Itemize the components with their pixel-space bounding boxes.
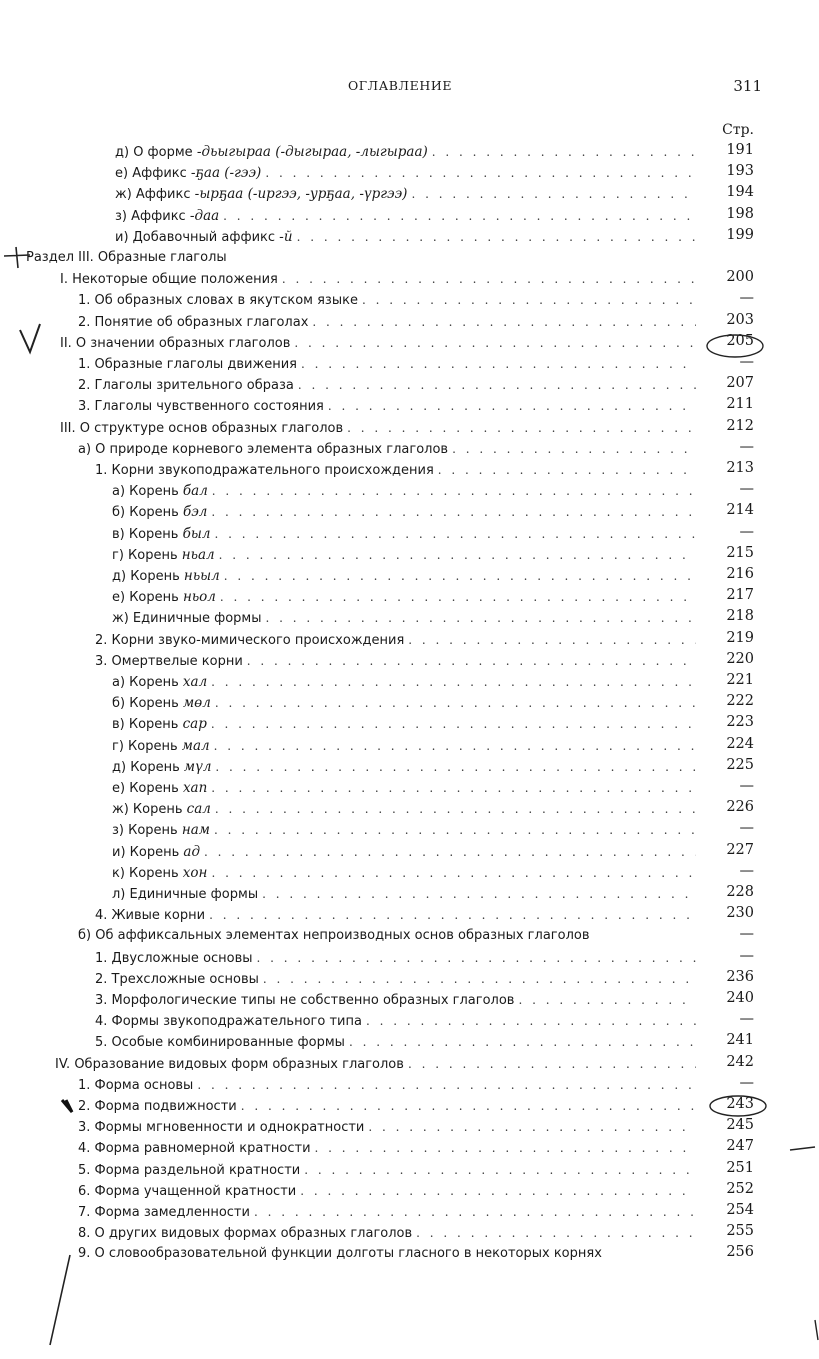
toc-leader-dots [328, 396, 696, 416]
toc-entry-label: д) Корень ньыл [112, 568, 220, 584]
toc-entry [112, 608, 700, 628]
toc-page-number: 217 [726, 587, 754, 604]
toc-entry-label: г) Корень ньал [112, 546, 215, 563]
toc-leader-dots [215, 757, 696, 777]
toc-entry-label: Раздел III. Образные глаголы [26, 250, 227, 265]
toc-entry-label: б) Об аффиксальных элементах непроизводных основ образных глаголов [78, 928, 590, 944]
toc-page-number: 199 [726, 226, 754, 243]
toc-entry-label: е) Корень ньол [112, 589, 216, 606]
toc-entry [115, 184, 700, 204]
toc-entry-label: л) Единичные формы [112, 887, 259, 902]
toc-entry [112, 884, 700, 904]
toc-entry-label: а) Корень бал [112, 483, 208, 500]
toc-page-number: 216 [726, 566, 754, 582]
toc-entry [78, 439, 700, 459]
toc-entry [26, 248, 700, 268]
toc-entry [112, 481, 700, 501]
toc-leader-dots [408, 1054, 696, 1074]
toc-entry-label: б) Корень мөл [112, 695, 211, 712]
toc-page-number: 198 [726, 205, 754, 222]
toc-entry [112, 757, 700, 777]
toc-entry-label: II. О значении образных глаголов [60, 335, 291, 351]
toc-entry [78, 290, 700, 310]
toc-entry [95, 1011, 700, 1031]
toc-page-number: 214 [726, 502, 754, 519]
toc-entry [112, 778, 700, 798]
toc-entry [115, 163, 700, 183]
toc-page-number: 220 [726, 650, 754, 667]
toc-page-number: 213 [726, 460, 754, 476]
toc-entry [60, 418, 700, 438]
toc-page-number: 256 [726, 1244, 754, 1261]
toc-leader-dots [211, 863, 696, 883]
toc-page-number: 222 [726, 693, 754, 710]
toc-entry-label: 3. Омертвелые корни [95, 653, 243, 669]
toc-leader-dots [197, 1075, 696, 1095]
toc-page-number: 219 [726, 629, 754, 646]
toc-page-number: 221 [726, 672, 754, 688]
toc-leader-dots [212, 481, 696, 501]
toc-leader-dots [257, 948, 696, 968]
toc-leader-dots [518, 990, 696, 1010]
toc-entry-label: и) Добавочный аффикс -й [115, 228, 293, 245]
toc-entry-label: I. Некоторые общие положения [60, 272, 278, 288]
toc-page-number: 191 [726, 142, 754, 158]
toc-entry [112, 672, 700, 692]
toc-entry-label: е) Корень хап [112, 780, 208, 796]
toc-page-number: — [739, 926, 754, 943]
toc-entry [78, 1138, 700, 1158]
toc-leader-dots [349, 1032, 696, 1052]
toc-page-number: 226 [726, 799, 754, 816]
toc-page-number: 225 [726, 756, 754, 773]
toc-entry [95, 460, 700, 480]
toc-entry-label: 7. Форма замедленности [78, 1205, 250, 1220]
toc-leader-dots [254, 1202, 696, 1222]
toc-leader-dots [300, 1181, 696, 1201]
toc-entry [112, 693, 700, 713]
toc-page-number: 203 [726, 311, 754, 328]
toc-leader-dots [304, 1160, 696, 1180]
toc-leader-dots [219, 545, 696, 565]
toc-entry-label: и) Корень ад [112, 843, 200, 860]
toc-leader-dots [452, 439, 696, 459]
toc-entry-label: а) О природе корневого элемента образных глаголов [78, 441, 449, 457]
toc-entry-label: 4. Формы звукоподражательного типа [95, 1014, 362, 1030]
toc-entry-label: 2. Понятие об образных глаголах [78, 314, 309, 330]
toc-page-number: 247 [726, 1138, 754, 1155]
toc-page-number: 207 [726, 375, 754, 392]
toc-page-number: — [739, 820, 754, 837]
page-number: 311 [733, 77, 762, 95]
toc-entry [78, 926, 700, 946]
toc-leader-dots [265, 608, 696, 628]
toc-leader-dots [211, 714, 696, 734]
toc-entry [112, 842, 700, 862]
toc-entry-label: 5. Особые комбинированные формы [95, 1035, 345, 1051]
toc-entry [115, 227, 700, 247]
toc-entry-label: 5. Форма раздельной кратности [78, 1162, 301, 1178]
toc-leader-dots [215, 799, 696, 819]
toc-entry-label: IV. Образование видовых форм образных глаголов [55, 1056, 404, 1072]
toc-page-number: — [739, 947, 754, 964]
toc-entry [78, 1223, 700, 1243]
toc-entry [95, 948, 700, 968]
toc-page-number: — [739, 438, 754, 455]
toc-entry [112, 566, 700, 586]
toc-page-number: — [739, 481, 754, 498]
pen-arrow-mark [62, 1100, 72, 1112]
toc-entry-label: к) Корень хон [112, 864, 208, 881]
toc-page-number: 252 [726, 1180, 754, 1197]
toc-entry [112, 587, 700, 607]
toc-entry [78, 1181, 700, 1201]
toc-entry [95, 651, 700, 671]
toc-entry-label: 2. Корни звуко-мимического происхождения [95, 632, 405, 648]
toc-entry [78, 1117, 700, 1137]
toc-entry-label: 1. Корни звукоподражательного происхождения [95, 463, 434, 478]
toc-page-number: 242 [726, 1053, 754, 1070]
toc-leader-dots [362, 290, 696, 310]
toc-entry-label: 3. Морфологические типы не собственно образных глаголов [95, 993, 515, 1008]
toc-entry-label: ж) Аффикс -ырҕаа (-иргээ, -урҕаа, -үргээ) [115, 186, 408, 203]
toc-page-number: 241 [726, 1032, 754, 1049]
toc-leader-dots [411, 184, 696, 204]
toc-leader-dots [263, 969, 696, 989]
toc-entry-label: 1. Об образных словах в якутском языке [78, 293, 358, 309]
toc-page-number: — [739, 1011, 754, 1028]
toc-entry-label: з) Корень нам [112, 822, 210, 839]
toc-leader-dots [241, 1096, 696, 1116]
toc-entry [112, 524, 700, 544]
pen-long-stroke [50, 1255, 70, 1345]
toc-page-number: 224 [726, 735, 754, 752]
toc-entry [60, 269, 700, 289]
toc-entry [78, 354, 700, 374]
toc-leader-dots [301, 354, 696, 374]
toc-entry-label: 2. Трехсложные основы [95, 971, 259, 987]
toc-entry [78, 1202, 700, 1222]
toc-entry [115, 206, 700, 226]
toc-page-number: — [739, 290, 754, 307]
toc-entry-label: ж) Единичные формы [112, 611, 262, 627]
page-column-label: Стр. [722, 122, 754, 138]
toc-entry-label: 2. Форма подвижности [78, 1099, 237, 1114]
toc-leader-dots [247, 651, 696, 671]
toc-entry-label: б) Корень бэл [112, 504, 208, 521]
page-title: ОГЛАВЛЕНИЕ [347, 78, 453, 93]
toc-page-number: 236 [726, 968, 754, 985]
toc-entry-label: 6. Форма учащенной кратности [78, 1183, 297, 1199]
toc-entry [112, 863, 700, 883]
toc-entry-label: ж) Корень сал [112, 801, 211, 818]
toc-leader-dots [265, 163, 696, 183]
toc-entry [60, 333, 700, 353]
toc-leader-dots [298, 375, 696, 395]
toc-entry [112, 714, 700, 734]
toc-entry [78, 1075, 700, 1095]
toc-entry [78, 1160, 700, 1180]
toc-leader-dots [211, 778, 696, 798]
toc-page-number: 218 [726, 608, 754, 625]
toc-entry [55, 1054, 700, 1074]
toc-leader-dots [432, 142, 696, 162]
toc-entry [95, 630, 700, 650]
toc-leader-dots [408, 630, 696, 650]
toc-page-number: 193 [726, 163, 754, 180]
toc-entry-label: в) Корень сар [112, 716, 207, 733]
toc-page-number: — [739, 778, 754, 794]
toc-entry-label: а) Корень хал [112, 674, 208, 690]
pen-edge-stroke-2 [815, 1320, 818, 1340]
toc-page-number: — [739, 862, 754, 879]
toc-leader-dots [297, 227, 696, 247]
pen-edge-stroke [790, 1147, 815, 1150]
toc-entry-label: е) Аффикс -ҕаа (-гээ) [115, 165, 262, 182]
toc-entry [95, 905, 700, 925]
toc-entry-label: 1. Двусложные основы [95, 950, 253, 966]
toc-entry [95, 990, 700, 1010]
toc-entry-label: 1. Форма основы [78, 1077, 194, 1093]
toc-page-number: 227 [726, 841, 754, 858]
toc-page-number: 200 [726, 269, 754, 286]
toc-page-number: 245 [726, 1117, 754, 1134]
toc-leader-dots [438, 460, 696, 480]
toc-leader-dots [315, 1138, 696, 1158]
toc-leader-dots [214, 736, 696, 756]
toc-leader-dots [223, 206, 696, 226]
toc-entry-label: д) О форме -дьыгыраа (-дыгыраа, -лыгыраа) [115, 144, 428, 160]
toc-entry [78, 1244, 700, 1264]
toc-entry-label: 4. Форма равномерной кратности [78, 1141, 311, 1157]
toc-entry [112, 736, 700, 756]
toc-entry-label: в) Корень был [112, 525, 211, 542]
toc-leader-dots [214, 820, 696, 840]
toc-leader-dots [224, 566, 696, 586]
toc-entry-label: 1. Образные глаголы движения [78, 357, 297, 372]
toc-leader-dots [211, 672, 696, 692]
toc-leader-dots [220, 587, 696, 607]
toc-leader-dots [204, 842, 696, 862]
toc-entry [112, 820, 700, 840]
toc-entry [78, 1096, 700, 1116]
toc-leader-dots [211, 502, 696, 522]
toc-leader-dots [416, 1223, 696, 1243]
toc-entry-label: 4. Живые корни [95, 908, 206, 924]
toc-entry [78, 375, 700, 395]
toc-page-number: 255 [726, 1223, 754, 1240]
toc-page-number: 212 [726, 417, 754, 434]
toc-entry [112, 502, 700, 522]
toc-entry-label: 3. Глаголы чувственного состояния [78, 399, 324, 415]
toc-leader-dots [312, 312, 696, 332]
toc-entry [95, 969, 700, 989]
pen-check-mark [20, 324, 40, 352]
toc-entry-label: 3. Формы мгновенности и однократности [78, 1120, 365, 1136]
toc-page-number: — [739, 354, 754, 370]
toc-leader-dots [366, 1011, 696, 1031]
toc-entry [115, 142, 700, 162]
toc-page-number: 254 [726, 1202, 754, 1218]
toc-entry [112, 799, 700, 819]
toc-page-number: — [739, 523, 754, 540]
toc-entry [112, 545, 700, 565]
toc-entry-label: 9. О словообразовательной функции долготы гласного в некоторых корнях [78, 1246, 602, 1262]
toc-entry-label: 8. О других видовых формах образных глаголов [78, 1226, 413, 1242]
toc-page-number: 230 [726, 905, 754, 922]
toc-entry [78, 396, 700, 416]
toc-entry-label: г) Корень мал [112, 737, 210, 754]
toc-leader-dots [347, 418, 696, 438]
toc-entry [78, 312, 700, 332]
toc-leader-dots [215, 693, 696, 713]
toc-leader-dots [368, 1117, 696, 1137]
toc-page-number: 215 [726, 544, 754, 561]
toc-leader-dots [282, 269, 696, 289]
toc-page-number: 243 [726, 1096, 754, 1112]
toc-entry [95, 1032, 700, 1052]
toc-page-number: 228 [726, 884, 754, 900]
toc-page-number: 251 [726, 1159, 754, 1176]
toc-leader-dots [294, 333, 696, 353]
toc-entry-label: з) Аффикс -даа [115, 207, 220, 224]
toc-entry-label: 2. Глаголы зрительного образа [78, 378, 294, 394]
toc-leader-dots [209, 905, 696, 925]
toc-page-number: — [739, 1074, 754, 1091]
toc-entry-label: д) Корень мүл [112, 758, 212, 775]
toc-page-number: 194 [726, 184, 754, 201]
toc-page-number: 223 [726, 714, 754, 731]
toc-leader-dots [214, 524, 696, 544]
toc-leader-dots [262, 884, 696, 904]
toc-entry-label: III. О структуре основ образных глаголов [60, 420, 344, 436]
toc-page-number: 211 [726, 396, 754, 413]
toc-page-number: 205 [726, 332, 754, 349]
toc-page-number: 240 [726, 990, 754, 1006]
